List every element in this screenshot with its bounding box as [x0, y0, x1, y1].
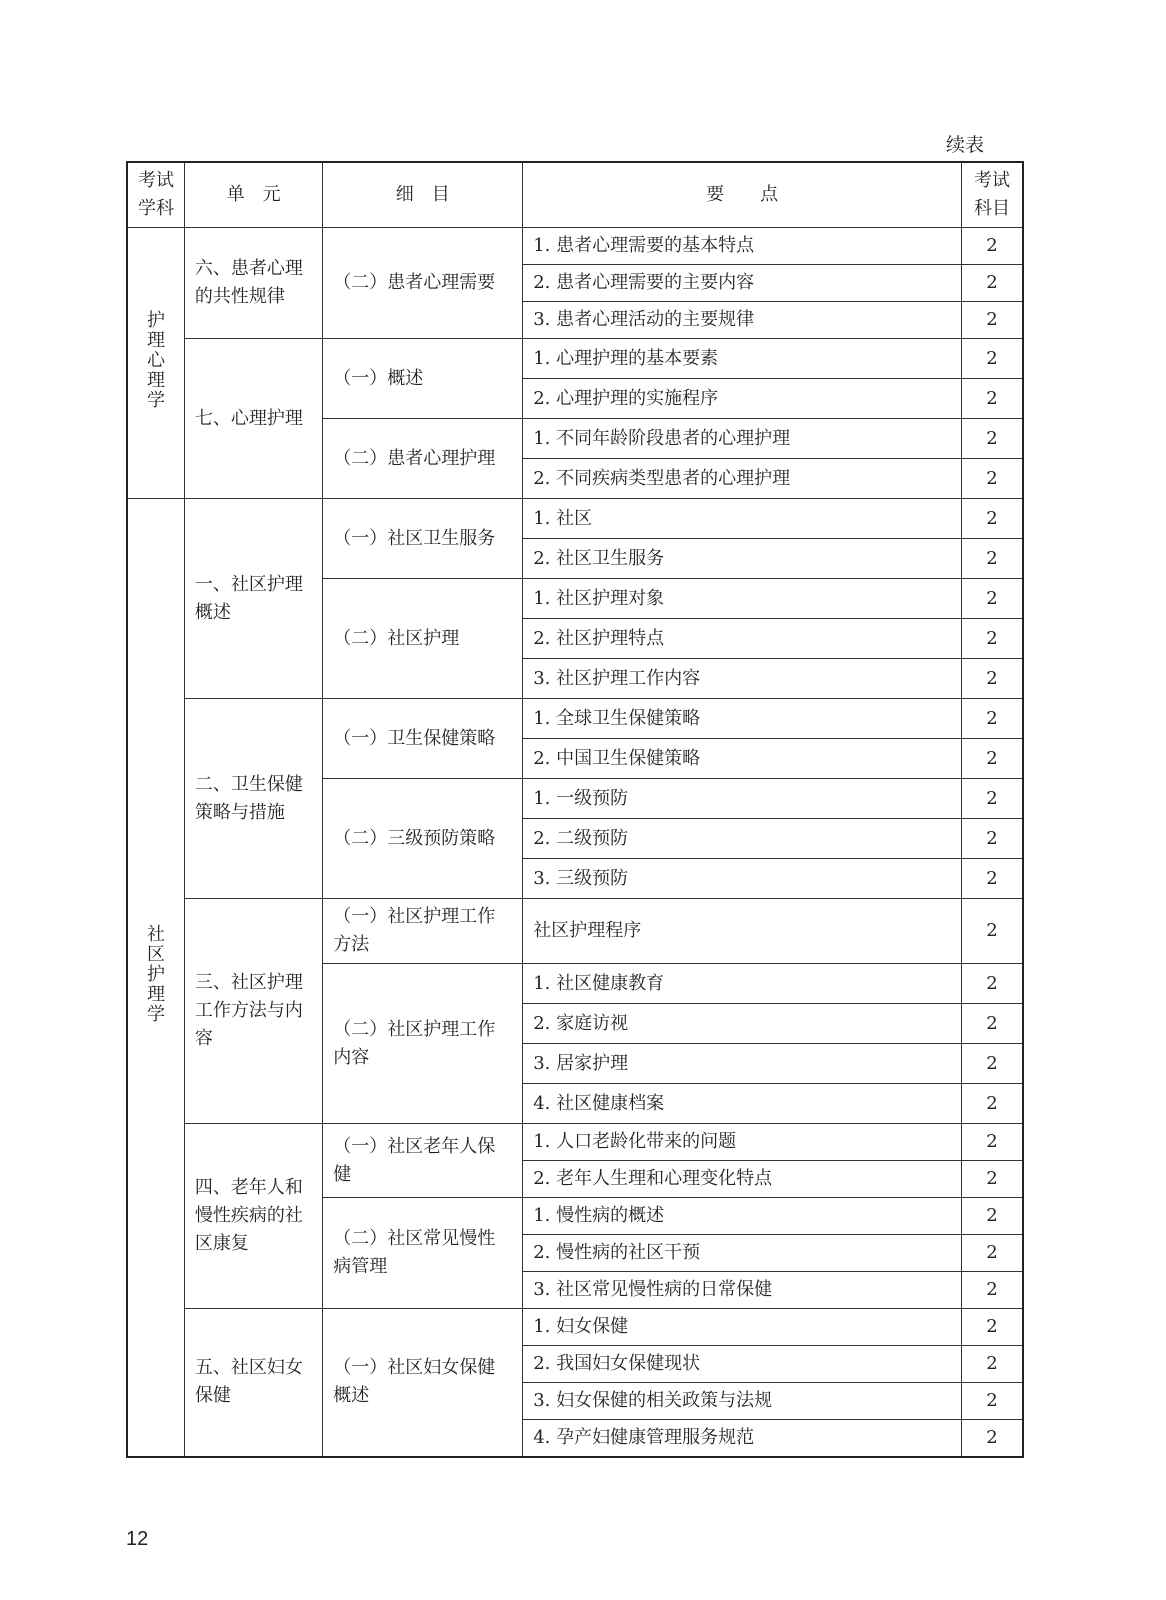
exam-cell: 2	[961, 302, 1023, 339]
point-cell: 3. 社区护理工作内容	[523, 659, 962, 699]
point-cell: 3. 三级预防	[523, 859, 962, 899]
point-cell: 2. 中国卫生保健策略	[523, 739, 962, 779]
item-cell: （一）社区老年人保健	[323, 1124, 523, 1198]
continued-label: 续表	[946, 134, 985, 156]
unit-cell: 六、患者心理的共性规律	[184, 228, 322, 339]
item-cell: （二）社区护理工作内容	[323, 964, 523, 1124]
item-cell: （一）社区妇女保健概述	[323, 1309, 523, 1457]
point-cell: 1. 不同年龄阶段患者的心理护理	[523, 419, 962, 459]
table-row	[127, 499, 1023, 539]
exam-cell: 2	[961, 619, 1023, 659]
item-cell: （二）社区护理	[323, 579, 523, 699]
point-cell: 3. 居家护理	[523, 1044, 962, 1084]
item-cell: （一）社区卫生服务	[323, 499, 523, 579]
unit-cell: 七、心理护理	[184, 339, 322, 499]
item-cell: （一）概述	[323, 339, 523, 419]
point-cell: 2. 我国妇女保健现状	[523, 1346, 962, 1383]
item-cell: （二）三级预防策略	[323, 779, 523, 899]
exam-cell: 2	[961, 1420, 1023, 1457]
point-cell: 2. 家庭访视	[523, 1004, 962, 1044]
exam-cell: 2	[961, 964, 1023, 1004]
subject-name: 社区护理学	[146, 924, 165, 1026]
header-subject: 考试 学科	[127, 162, 184, 228]
exam-cell: 2	[961, 499, 1023, 539]
header-point: 要 点	[523, 162, 962, 228]
header-exam: 考试 科目	[961, 162, 1023, 228]
point-cell: 2. 社区护理特点	[523, 619, 962, 659]
exam-cell: 2	[961, 459, 1023, 499]
exam-cell: 2	[961, 1383, 1023, 1420]
unit-cell: 二、卫生保健策略与措施	[184, 699, 322, 899]
table-row	[127, 1309, 1023, 1346]
unit-cell: 一、社区护理概述	[184, 499, 322, 699]
point-cell: 2. 不同疾病类型患者的心理护理	[523, 459, 962, 499]
exam-cell: 2	[961, 539, 1023, 579]
item-cell: （二）患者心理需要	[323, 228, 523, 339]
subject-name: 护理心理学	[146, 310, 165, 411]
exam-cell: 2	[961, 379, 1023, 419]
point-cell: 4. 孕产妇健康管理服务规范	[523, 1420, 962, 1457]
point-cell: 1. 社区	[523, 499, 962, 539]
point-cell: 1. 心理护理的基本要素	[523, 339, 962, 379]
point-cell: 2. 心理护理的实施程序	[523, 379, 962, 419]
point-cell: 4. 社区健康档案	[523, 1084, 962, 1124]
subject-cell	[127, 499, 184, 1457]
exam-cell: 2	[961, 819, 1023, 859]
exam-cell: 2	[961, 419, 1023, 459]
item-cell: （二）患者心理护理	[323, 419, 523, 499]
point-cell: 3. 患者心理活动的主要规律	[523, 302, 962, 339]
point-cell: 1. 患者心理需要的基本特点	[523, 228, 962, 265]
item-cell: （一）卫生保健策略	[323, 699, 523, 779]
table-row	[127, 228, 1023, 265]
exam-cell: 2	[961, 699, 1023, 739]
unit-cell: 四、老年人和慢性疾病的社区康复	[184, 1124, 322, 1309]
point-cell: 2. 老年人生理和心理变化特点	[523, 1161, 962, 1198]
exam-cell: 2	[961, 1161, 1023, 1198]
exam-cell: 2	[961, 1235, 1023, 1272]
table-row	[127, 339, 1023, 379]
exam-cell: 2	[961, 1309, 1023, 1346]
page-number: 12	[126, 1528, 149, 1550]
item-cell: （一）社区护理工作方法	[323, 899, 523, 964]
exam-cell: 2	[961, 1004, 1023, 1044]
table-header-row	[127, 162, 1023, 228]
exam-cell: 2	[961, 779, 1023, 819]
point-cell: 社区护理程序	[523, 899, 962, 964]
exam-cell: 2	[961, 1272, 1023, 1309]
exam-cell: 2	[961, 1124, 1023, 1161]
exam-cell: 2	[961, 899, 1023, 964]
point-cell: 2. 患者心理需要的主要内容	[523, 265, 962, 302]
exam-cell: 2	[961, 1044, 1023, 1084]
point-cell: 1. 全球卫生保健策略	[523, 699, 962, 739]
item-cell: （二）社区常见慢性病管理	[323, 1198, 523, 1309]
point-cell: 1. 社区健康教育	[523, 964, 962, 1004]
point-cell: 2. 社区卫生服务	[523, 539, 962, 579]
exam-cell: 2	[961, 739, 1023, 779]
exam-cell: 2	[961, 1346, 1023, 1383]
exam-cell: 2	[961, 1198, 1023, 1235]
unit-cell: 三、社区护理工作方法与内容	[184, 899, 322, 1124]
table-body	[127, 228, 1023, 1457]
exam-cell: 2	[961, 265, 1023, 302]
exam-syllabus-table	[126, 161, 1024, 1458]
header-unit: 单 元	[184, 162, 322, 228]
header-item: 细 目	[323, 162, 523, 228]
point-cell: 1. 慢性病的概述	[523, 1198, 962, 1235]
exam-cell: 2	[961, 1084, 1023, 1124]
exam-cell: 2	[961, 659, 1023, 699]
point-cell: 2. 二级预防	[523, 819, 962, 859]
point-cell: 2. 慢性病的社区干预	[523, 1235, 962, 1272]
unit-cell: 五、社区妇女保健	[184, 1309, 322, 1457]
point-cell: 1. 一级预防	[523, 779, 962, 819]
exam-cell: 2	[961, 339, 1023, 379]
table-row	[127, 699, 1023, 739]
point-cell: 3. 妇女保健的相关政策与法规	[523, 1383, 962, 1420]
table-row	[127, 1124, 1023, 1161]
subject-cell	[127, 228, 184, 499]
exam-cell: 2	[961, 579, 1023, 619]
point-cell: 1. 妇女保健	[523, 1309, 962, 1346]
point-cell: 1. 人口老龄化带来的问题	[523, 1124, 962, 1161]
table-row	[127, 899, 1023, 964]
exam-cell: 2	[961, 228, 1023, 265]
point-cell: 3. 社区常见慢性病的日常保健	[523, 1272, 962, 1309]
point-cell: 1. 社区护理对象	[523, 579, 962, 619]
exam-cell: 2	[961, 859, 1023, 899]
